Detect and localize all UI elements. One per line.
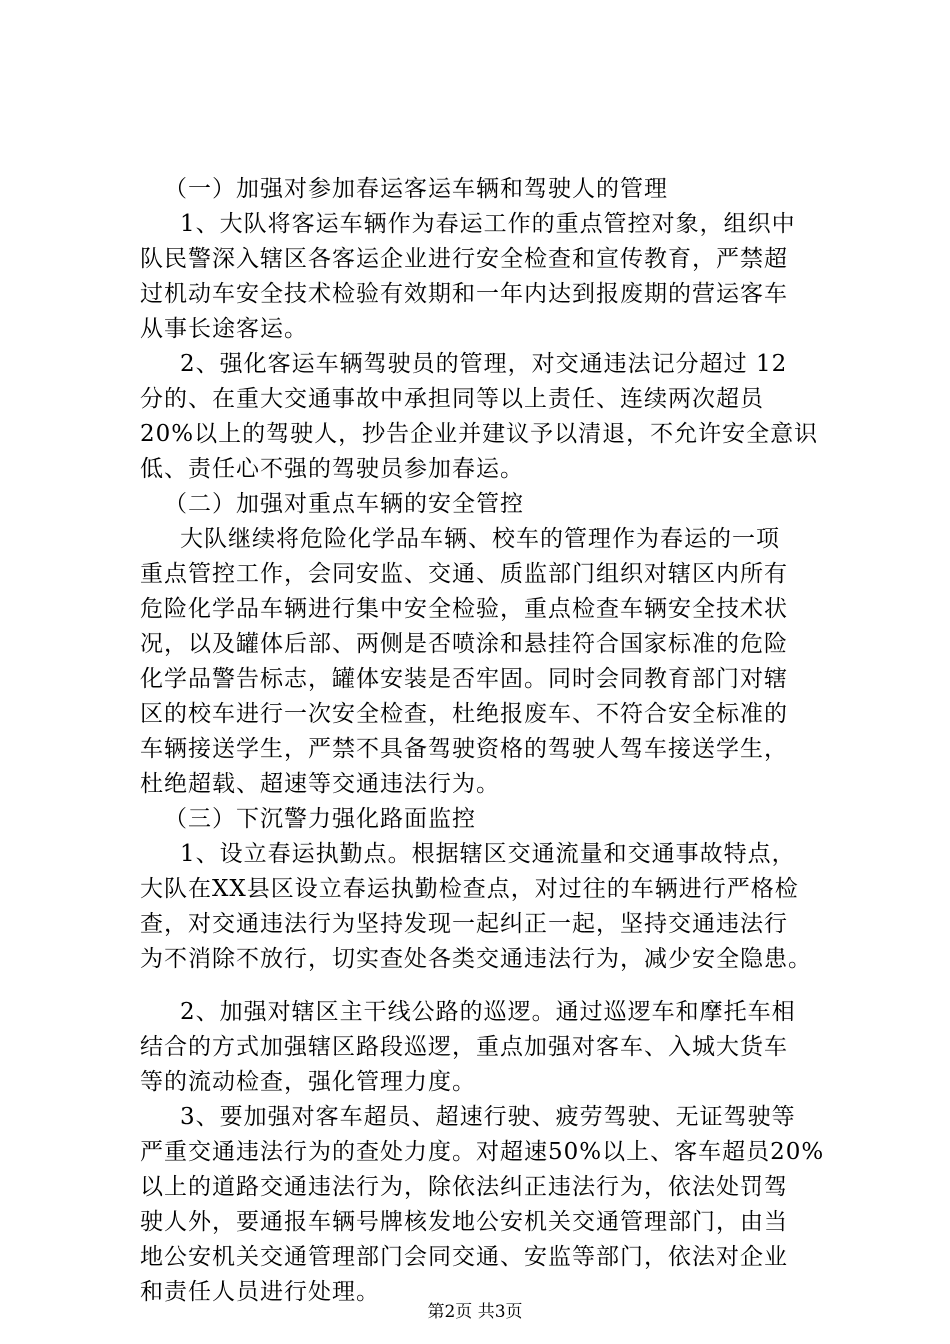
text-line: 化学品警告标志，罐体安装是否牢固。同时会同教育部门对辖 — [140, 666, 788, 692]
text-line: 分的、在重大交通事故中承担同等以上责任、连续两次超员 — [140, 386, 764, 412]
text-line: 等的流动检查，强化管理力度。 — [140, 1069, 476, 1095]
text-line: 严重交通违法行为的查处力度。对超速50%以上、客车超员20% — [140, 1139, 825, 1165]
text-line: 大队继续将危险化学品车辆、校车的管理作为春运的一项 — [180, 526, 780, 552]
text-line: 杜绝超载、超速等交通违法行为。 — [140, 771, 500, 797]
text-line: 2、强化客运车辆驾驶员的管理，对交通违法记分超过 12 — [180, 351, 788, 377]
text-line: （一）加强对参加春运客运车辆和驾驶人的管理 — [164, 176, 668, 202]
text-line: 况，以及罐体后部、两侧是否喷涂和悬挂符合国家标准的危险 — [140, 631, 788, 657]
document-body — [140, 172, 840, 1310]
text-line: 车辆接送学生，严禁不具备驾驶资格的驾驶人驾车接送学生， — [140, 736, 788, 762]
text-line: 重点管控工作，会同安监、交通、质监部门组织对辖区内所有 — [140, 561, 788, 587]
text-line: 低、责任心不强的驾驶员参加春运。 — [140, 456, 524, 482]
text-line: 1、大队将客运车辆作为春运工作的重点管控对象，组织中 — [180, 211, 796, 237]
text-line: 2、加强对辖区主干线公路的巡逻。通过巡逻车和摩托车相 — [180, 999, 796, 1025]
text-line: （二）加强对重点车辆的安全管控 — [164, 491, 524, 517]
text-line: 从事长途客运。 — [140, 316, 308, 342]
text-line: 和责任人员进行处理。 — [140, 1279, 380, 1305]
text-line: 队民警深入辖区各客运企业进行安全检查和宣传教育，严禁超 — [140, 246, 788, 272]
text-line: 查，对交通违法行为坚持发现一起纠正一起，坚持交通违法行 — [140, 911, 788, 937]
text-line: （三）下沉警力强化路面监控 — [164, 806, 476, 832]
text-line: 大队在XX县区设立春运执勤检查点，对过往的车辆进行严格检 — [140, 876, 799, 902]
text-line: 以上的道路交通违法行为，除依法纠正违法行为，依法处罚驾 — [140, 1174, 788, 1200]
text-line: 为不消除不放行，切实查处各类交通违法行为，减少安全隐患。 — [140, 946, 812, 972]
text-line: 结合的方式加强辖区路段巡逻，重点加强对客车、入城大货车 — [140, 1034, 788, 1060]
paragraph-gap — [140, 977, 840, 995]
text-line: 区的校车进行一次安全检查，杜绝报废车、不符合安全标准的 — [140, 701, 788, 727]
text-line: 20%以上的驾驶人，抄告企业并建议予以清退，不允许安全意识 — [140, 421, 819, 447]
text-line: 过机动车安全技术检验有效期和一年内达到报废期的营运客车 — [140, 281, 788, 307]
text-line: 1、设立春运执勤点。根据辖区交通流量和交通事故特点， — [180, 841, 796, 867]
text-line: 危险化学品车辆进行集中安全检验，重点检查车辆安全技术状 — [140, 596, 788, 622]
text-line: 3、要加强对客车超员、超速行驶、疲劳驾驶、无证驾驶等 — [180, 1104, 796, 1130]
text-line: 地公安机关交通管理部门会同交通、安监等部门，依法对企业 — [140, 1244, 788, 1270]
page-footer: 第2页 共3页 — [427, 1302, 523, 1322]
text-line: 驶人外，要通报车辆号牌核发地公安机关交通管理部门，由当 — [140, 1209, 788, 1235]
